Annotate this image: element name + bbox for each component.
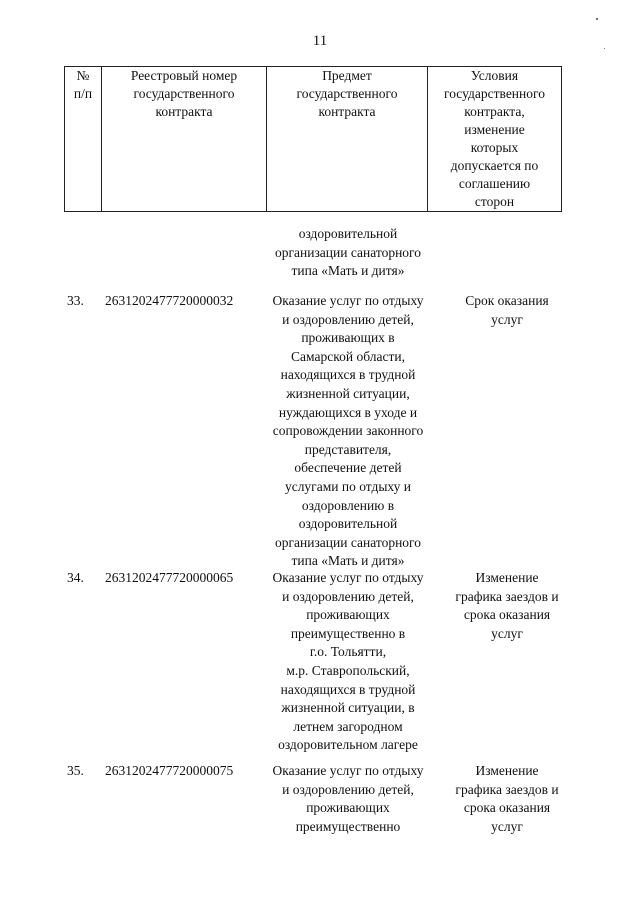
subject-line: услугами по отдыху и [284, 478, 412, 494]
subject-line: преимущественно [295, 818, 401, 834]
subject-line: летнем загородном [293, 718, 403, 734]
condition-line: срока оказания [463, 800, 551, 816]
header-text: сторон [474, 194, 515, 209]
subject-line: оздоровительном лагере [278, 737, 418, 753]
subject-line: и оздоровлению детей, [282, 311, 414, 327]
subject-line: проживающих в [301, 330, 395, 346]
header-text: Условия [470, 68, 519, 83]
subject-line: Оказание услуг по отдыху [272, 293, 424, 308]
subject-line: Оказание услуг по отдыху [272, 570, 424, 585]
subject-line: проживающих [306, 607, 390, 623]
subject-line: жизненной ситуации, в [281, 700, 415, 716]
subject-line: оздоровительной [298, 226, 398, 241]
header-text: контракта, [464, 104, 525, 119]
subject-line: преимущественно в [290, 625, 406, 641]
subject-line: г.о. Тольятти, [309, 644, 387, 660]
header-text: п/п [73, 86, 93, 101]
subject-line: м.р. Ставропольский, [286, 662, 410, 678]
row-number: 35. [67, 763, 84, 778]
subject-line: и оздоровлению детей, [282, 781, 414, 797]
page-number: 11 [312, 33, 328, 49]
condition-line: Срок оказания [465, 293, 549, 308]
condition-line: Изменение [475, 763, 539, 778]
subject-line: типа «Мать и дитя» [291, 263, 405, 279]
subject-line: организации санаторного [274, 244, 421, 260]
subject-line: обеспечение детей [294, 460, 402, 476]
contract-subject [262, 292, 434, 571]
subject-line: находящихся в трудной [280, 367, 416, 383]
subject-line: представителя, [304, 441, 392, 457]
header-col-subject [267, 67, 428, 212]
header-text: Реестровый номер [130, 68, 238, 83]
header-text: допускается по [450, 158, 539, 173]
condition-line: услуг [491, 311, 523, 327]
header-text: которых [470, 140, 519, 155]
registry-number: 2631202477720000065 [105, 570, 234, 585]
contract-conditions [443, 569, 571, 643]
subject-line: жизненной ситуации, [286, 385, 410, 401]
subject-line: находящихся в трудной [280, 681, 416, 697]
row-number: 34. [67, 570, 84, 585]
row-number: 33. [67, 293, 84, 308]
subject-line: нуждающихся в уходе и [278, 404, 418, 420]
header-text: соглашению [458, 176, 531, 191]
registry-number: 2631202477720000032 [105, 293, 234, 308]
contract-subject [262, 569, 434, 755]
subject-line: организации санаторного [274, 534, 421, 550]
condition-line: срока оказания [463, 607, 551, 623]
registry-number: 2631202477720000075 [105, 763, 234, 778]
subject-line: проживающих [306, 800, 390, 816]
contract-table-header [64, 66, 562, 212]
condition-line: услуг [491, 625, 523, 641]
subject-line: оздоровительной [298, 516, 398, 532]
header-text: государственного [296, 86, 398, 101]
contract-conditions [443, 292, 571, 329]
header-text: изменение [464, 122, 525, 137]
condition-line: графика заездов и [455, 781, 559, 797]
header-col-conditions [428, 67, 562, 212]
contract-subject [262, 762, 434, 836]
header-text: государственного [133, 86, 235, 101]
header-text: контракта [155, 104, 213, 119]
subject-line: Оказание услуг по отдыху [272, 763, 424, 778]
header-text: государственного [444, 86, 545, 101]
header-text: № [76, 68, 90, 83]
continuation-subject [262, 225, 434, 281]
condition-line: услуг [491, 818, 523, 834]
header-text: Предмет [322, 68, 372, 83]
subject-line: оздоровлению в [301, 497, 395, 513]
condition-line: Изменение [475, 570, 539, 585]
header-col-number [65, 67, 102, 212]
subject-line: Самарской области, [291, 348, 405, 364]
subject-line: типа «Мать и дитя» [291, 553, 405, 569]
header-col-registry [102, 67, 267, 212]
header-text: контракта [318, 104, 376, 119]
subject-line: сопровождении законного [272, 423, 424, 439]
header-row [65, 67, 562, 212]
scan-artifact [604, 48, 605, 49]
contract-conditions [443, 762, 571, 836]
condition-line: графика заездов и [455, 588, 559, 604]
scan-artifact [596, 18, 598, 20]
subject-line: и оздоровлению детей, [282, 588, 414, 604]
